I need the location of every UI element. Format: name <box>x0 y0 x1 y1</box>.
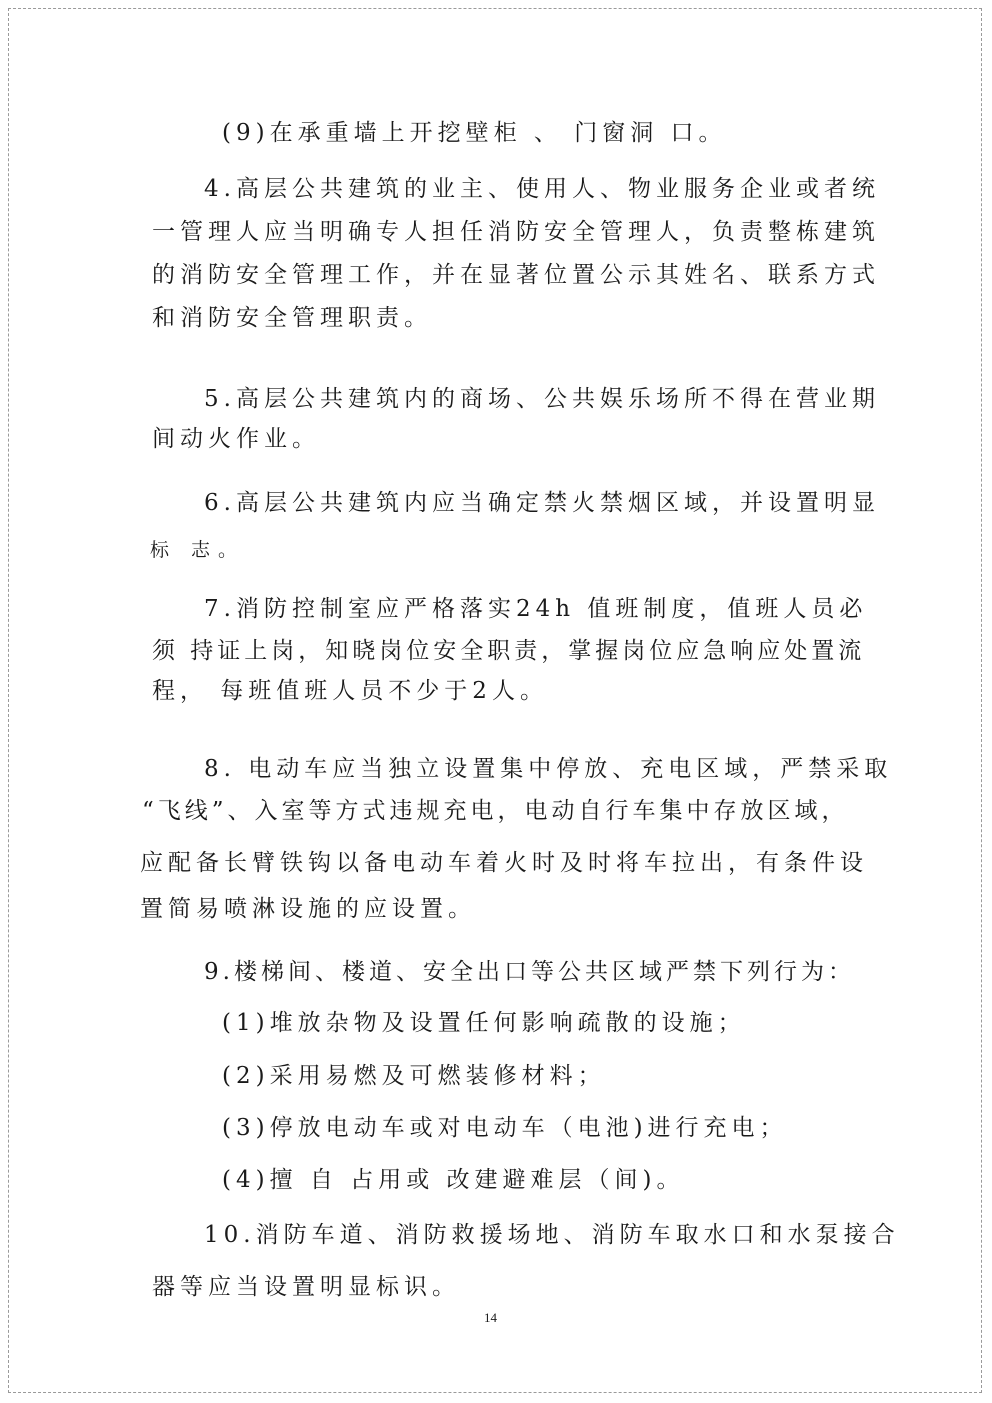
text-line: (3)停放电动车或对电动车（电池)进行充电； <box>222 1115 788 1141</box>
text-line: 程， 每班值班人员不少于2人。 <box>152 678 548 704</box>
text-line: 一管理人应当明确专人担任消防安全管理人，负责整栋建筑 <box>152 219 880 245</box>
page-number: 14 <box>484 1310 497 1325</box>
text-line: 4.高层公共建筑的业主、使用人、物业服务企业或者统 <box>204 176 880 202</box>
text-line: (1)堆放杂物及设置任何影响疏散的设施； <box>222 1010 746 1036</box>
text-line: 5.高层公共建筑内的商场、公共娱乐场所不得在营业期 <box>204 386 880 412</box>
text-line: 和消防安全管理职责。 <box>152 305 432 331</box>
text-line: 间动火作业。 <box>152 426 320 452</box>
text-line: 10.消防车道、消防救援场地、消防车取水口和水泵接合 <box>204 1222 900 1248</box>
text-line: (4)擅 自 占用或 改建避难层（间)。 <box>222 1167 685 1193</box>
text-line: 标 志。 <box>150 539 246 561</box>
text-line: 8. 电动车应当独立设置集中停放、充电区域，严禁采取 <box>204 756 893 782</box>
text-line: 须 持证上岗，知晓岗位安全职责，掌握岗位应急响应处置流 <box>152 638 866 664</box>
text-line: (2)采用易燃及可燃装修材料； <box>222 1063 606 1089</box>
text-line: 6.高层公共建筑内应当确定禁火禁烟区域，并设置明显 <box>204 490 880 516</box>
text-line: “飞线”、入室等方式违规充电，电动自行车集中存放区域， <box>142 798 849 824</box>
text-line: 器等应当设置明显标识。 <box>152 1274 460 1300</box>
text-line: 7.消防控制室应严格落实24h 值班制度，值班人员必 <box>204 596 868 622</box>
text-line: (9)在承重墙上开挖壁柜 、 门窗洞 口。 <box>222 120 727 146</box>
text-line: 9.楼梯间、楼道、安全出口等公共区域严禁下列行为： <box>204 959 855 985</box>
text-line: 置简易喷淋设施的应设置。 <box>140 896 476 922</box>
text-line: 应配备长臂铁钩以备电动车着火时及时将车拉出，有条件设 <box>140 850 868 876</box>
text-line: 的消防安全管理工作，并在显著位置公示其姓名、联系方式 <box>152 262 880 288</box>
